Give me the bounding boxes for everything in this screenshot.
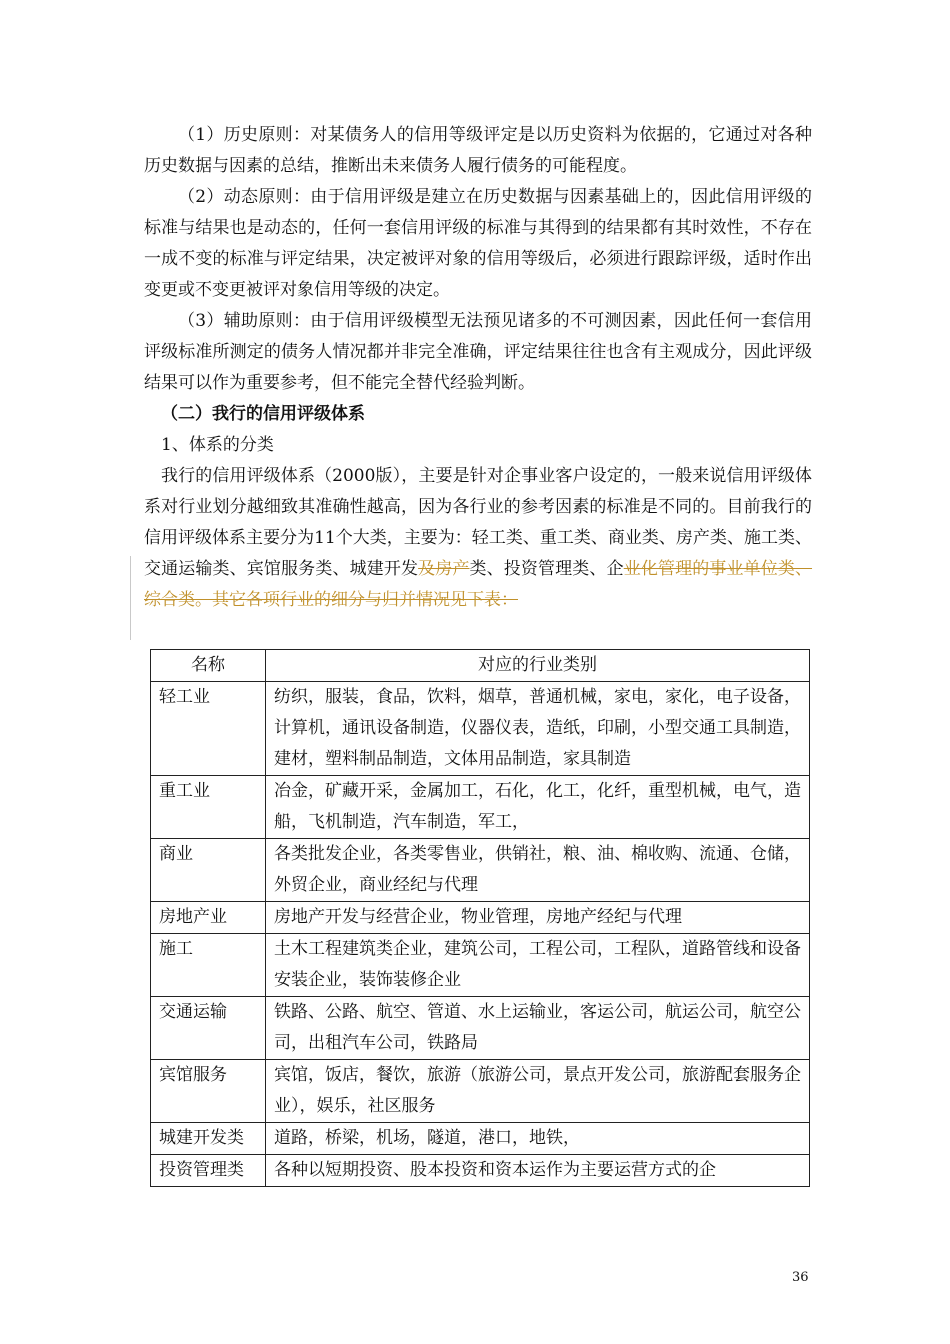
paragraph-text: 我行的信用评级体系（2000版），主要是针对企事业客户设定的，一般来说信用评级体系对行业划分越细致其准确性越高，因为各行业的参考因素的标准是不同的。目前我行的信用评级体系主要分为11个大类，主要为：轻工类、重工类、商业类、房产类、施工类、交通运输类、宾馆服务类、城建开发 — [144, 466, 812, 579]
header-industry: 对应的行业类别 — [266, 650, 810, 682]
category-industries: 冶金，矿藏开采，金属加工，石化，化工，化纤，重型机械，电气，造船，飞机制造，汽车制造，军工， — [266, 776, 810, 839]
category-industries: 房地产开发与经营企业，物业管理，房地产经纪与代理 — [266, 902, 810, 934]
table-row — [151, 934, 810, 997]
subsection-heading: 1、体系的分类 — [161, 435, 274, 455]
category-name: 商业 — [151, 839, 266, 902]
category-name: 投资管理类 — [151, 1155, 266, 1187]
category-industries: 土木工程建筑类企业，建筑公司，工程公司，工程队，道路管线和设备安装企业，装饰装修企业 — [266, 934, 810, 997]
table-row — [151, 902, 810, 934]
paragraph-rating-system — [144, 461, 812, 616]
category-industries: 各类批发企业，各类零售业，供销社，粮、油、棉收购、流通、仓储， 外贸企业，商业经纪与代理 — [266, 839, 810, 902]
header-name: 名称 — [151, 650, 266, 682]
category-name: 轻工业 — [151, 682, 266, 776]
table-row — [151, 839, 810, 902]
page-number: 36 — [792, 1270, 809, 1285]
paragraph-auxiliary-principle: （3）辅助原则：由于信用评级模型无法预见诸多的不可测因素，因此任何一套信用评级标准所测定的债务人情况都并非完全准确，评定结果往往也含有主观成分，因此评级结果可以作为重要参考，但不能完全替代经验判断。 — [144, 311, 812, 393]
table-row — [151, 997, 810, 1060]
table-row — [151, 1060, 810, 1123]
table-row — [151, 1123, 810, 1155]
category-name: 宾馆服务 — [151, 1060, 266, 1123]
category-name: 城建开发类 — [151, 1123, 266, 1155]
paragraph-text: 类、投资管理类、企 — [469, 559, 624, 579]
category-industries: 纺织，服装，食品，饮料，烟草，普通机械，家电，家化，电子设备，计算机，通讯设备制造，仪器仪表，造纸，印刷，小型交通工具制造，建材，塑料制品制造，文体用品制造，家具制造 — [266, 682, 810, 776]
table-header-row — [151, 650, 810, 682]
category-name: 交通运输 — [151, 997, 266, 1060]
table-row — [151, 776, 810, 839]
deleted-text: 及房产 — [418, 559, 470, 579]
revision-change-bar — [130, 556, 131, 640]
category-name: 施工 — [151, 934, 266, 997]
category-industries: 铁路、公路、航空、管道、水上运输业，客运公司，航运公司，航空公司，出租汽车公司，铁路局 — [266, 997, 810, 1060]
deleted-text: 业化管理的事业单位类、综合类。其它各项行业的细分与归并情况见下表： — [144, 559, 813, 610]
table-row — [151, 682, 810, 776]
paragraph-history-principle: （1）历史原则：对某债务人的信用等级评定是以历史资料为依据的，它通过对各种历史数据与因素的总结，推断出未来债务人履行债务的可能程度。 — [144, 125, 812, 176]
category-name: 房地产业 — [151, 902, 266, 934]
section-heading: （二）我行的信用评级体系 — [161, 404, 365, 424]
category-name: 重工业 — [151, 776, 266, 839]
table-row — [151, 1155, 810, 1187]
body-text — [144, 120, 812, 616]
paragraph-dynamic-principle: （2）动态原则：由于信用评级是建立在历史数据与因素基础上的，因此信用评级的标准与结果也是动态的，任何一套信用评级的标准与其得到的结果都有其时效性，不存在一成不变的标准与评定结果，决定被评对象的信用等级后，必须进行跟踪评级，适时作出变更或不变更被评对象信用等级的决定。 — [144, 187, 812, 300]
category-industries: 各种以短期投资、股本投资和资本运作为主要运营方式的企 — [266, 1155, 810, 1187]
industry-category-table — [150, 649, 810, 1187]
category-industries: 道路，桥梁，机场，隧道，港口，地铁， — [266, 1123, 810, 1155]
category-industries: 宾馆，饭店，餐饮，旅游（旅游公司，景点开发公司，旅游配套服务企业），娱乐，社区服务 — [266, 1060, 810, 1123]
